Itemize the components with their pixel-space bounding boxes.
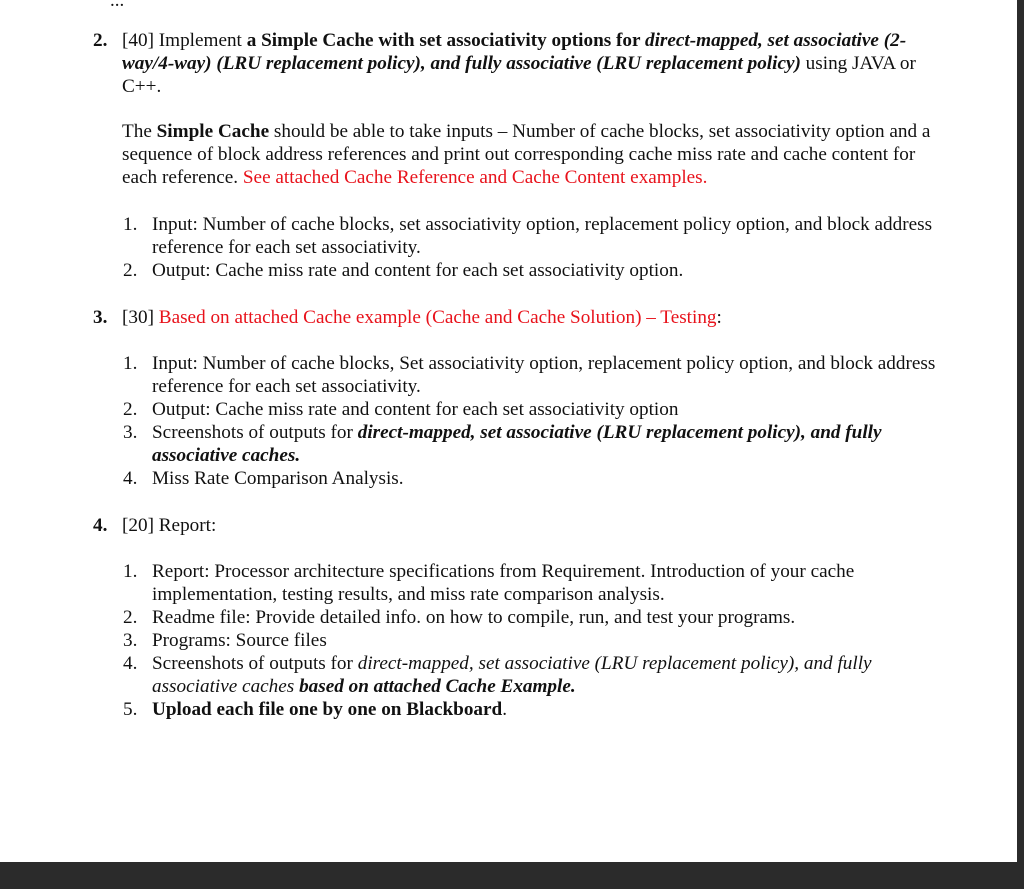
list-item [123,213,942,259]
list-text: Screenshots of outputs for [152,422,358,443]
list-text: Output: Cache miss rate and content for each set associativity option. [152,260,684,281]
list-number: 3. [123,422,138,443]
list-text: Report: Processor architecture specifications from Requirement. Introduction of your cache implementation, testing results, and miss rate comparison analysis. [152,561,855,605]
list-number: 4. [123,468,138,489]
list-text: Programs: Source files [152,630,327,651]
para-red-note: See attached Cache Reference and Cache Content examples. [242,167,708,188]
list-number: 2. [123,607,138,628]
list-item [123,606,942,629]
question-4-text: [20] Report: [122,515,217,536]
list-bold: Upload each file one by one on Blackboard [152,699,503,720]
question-3-points: [30] [122,307,159,328]
list-item [123,398,942,421]
list-item [123,259,942,282]
list-item [123,560,942,606]
question-2-description [122,120,942,189]
cut-off-text: ... [110,0,125,11]
list-text: Screenshots of outputs for [152,653,358,674]
list-text: Miss Rate Comparison Analysis. [152,468,404,489]
list-text: Input: Number of cache blocks, set associativity option, replacement policy option, and block address reference for each set associativity. [152,214,933,258]
list-text: Output: Cache miss rate and content for each set associativity option [152,399,679,420]
question-2-text [122,29,932,98]
list-number: 2. [123,260,138,281]
list-item [123,698,942,721]
list-item [123,352,942,398]
question-3-red-text: Based on attached Cache example (Cache and Cache Solution) – Testing [158,307,717,328]
question-2-points: [40] Implement [122,30,247,51]
list-number: 5. [123,699,138,720]
question-2-bold: a Simple Cache with set associativity options for [246,30,645,51]
para-the: The [122,121,157,142]
list-item [123,652,942,698]
list-number: 1. [123,214,138,235]
list-text: Readme file: Provide detailed info. on how to compile, run, and test your programs. [152,607,796,628]
question-2-tail: using JAVA or C++. [122,53,916,97]
para-text: should be able to take inputs – Number of cache blocks, set associativity option and a sequence of block address references and print out corresponding cache miss rate and cache content for each reference. [122,121,931,188]
list-item [123,629,942,652]
question-3-text [122,306,932,329]
list-item [123,467,942,490]
viewer-bottom-bar [0,862,1024,889]
question-4-number: 4. [93,515,108,536]
list-number: 3. [123,630,138,651]
question-2-bold-italic: direct-mapped, set associative (2-way/4-way) (LRU replacement policy), and fully associative (LRU replacement policy) [122,30,907,74]
question-3-number: 3. [93,307,108,328]
list-number: 2. [123,399,138,420]
para-simple-cache: Simple Cache [156,121,270,142]
question-3-list [123,352,942,490]
list-item [123,421,942,467]
list-text: Input: Number of cache blocks, Set associativity option, replacement policy option, and block address reference for each set associativity. [152,353,936,397]
question-2-list [123,213,942,282]
list-number: 4. [123,653,138,674]
question-4-list [123,560,942,721]
question-3-colon: : [716,307,722,328]
question-2-number: 2. [93,30,108,51]
list-tail: . [502,699,508,720]
list-number: 1. [123,561,138,582]
viewer-right-edge [1017,0,1024,862]
list-bold-italic: based on attached Cache Example. [299,676,576,697]
list-number: 1. [123,353,138,374]
list-bold-italic: direct-mapped, set associative (LRU replacement policy), and fully associative caches. [152,422,882,466]
list-italic: direct-mapped, set associative (LRU replacement policy), and fully associative caches [152,653,872,697]
